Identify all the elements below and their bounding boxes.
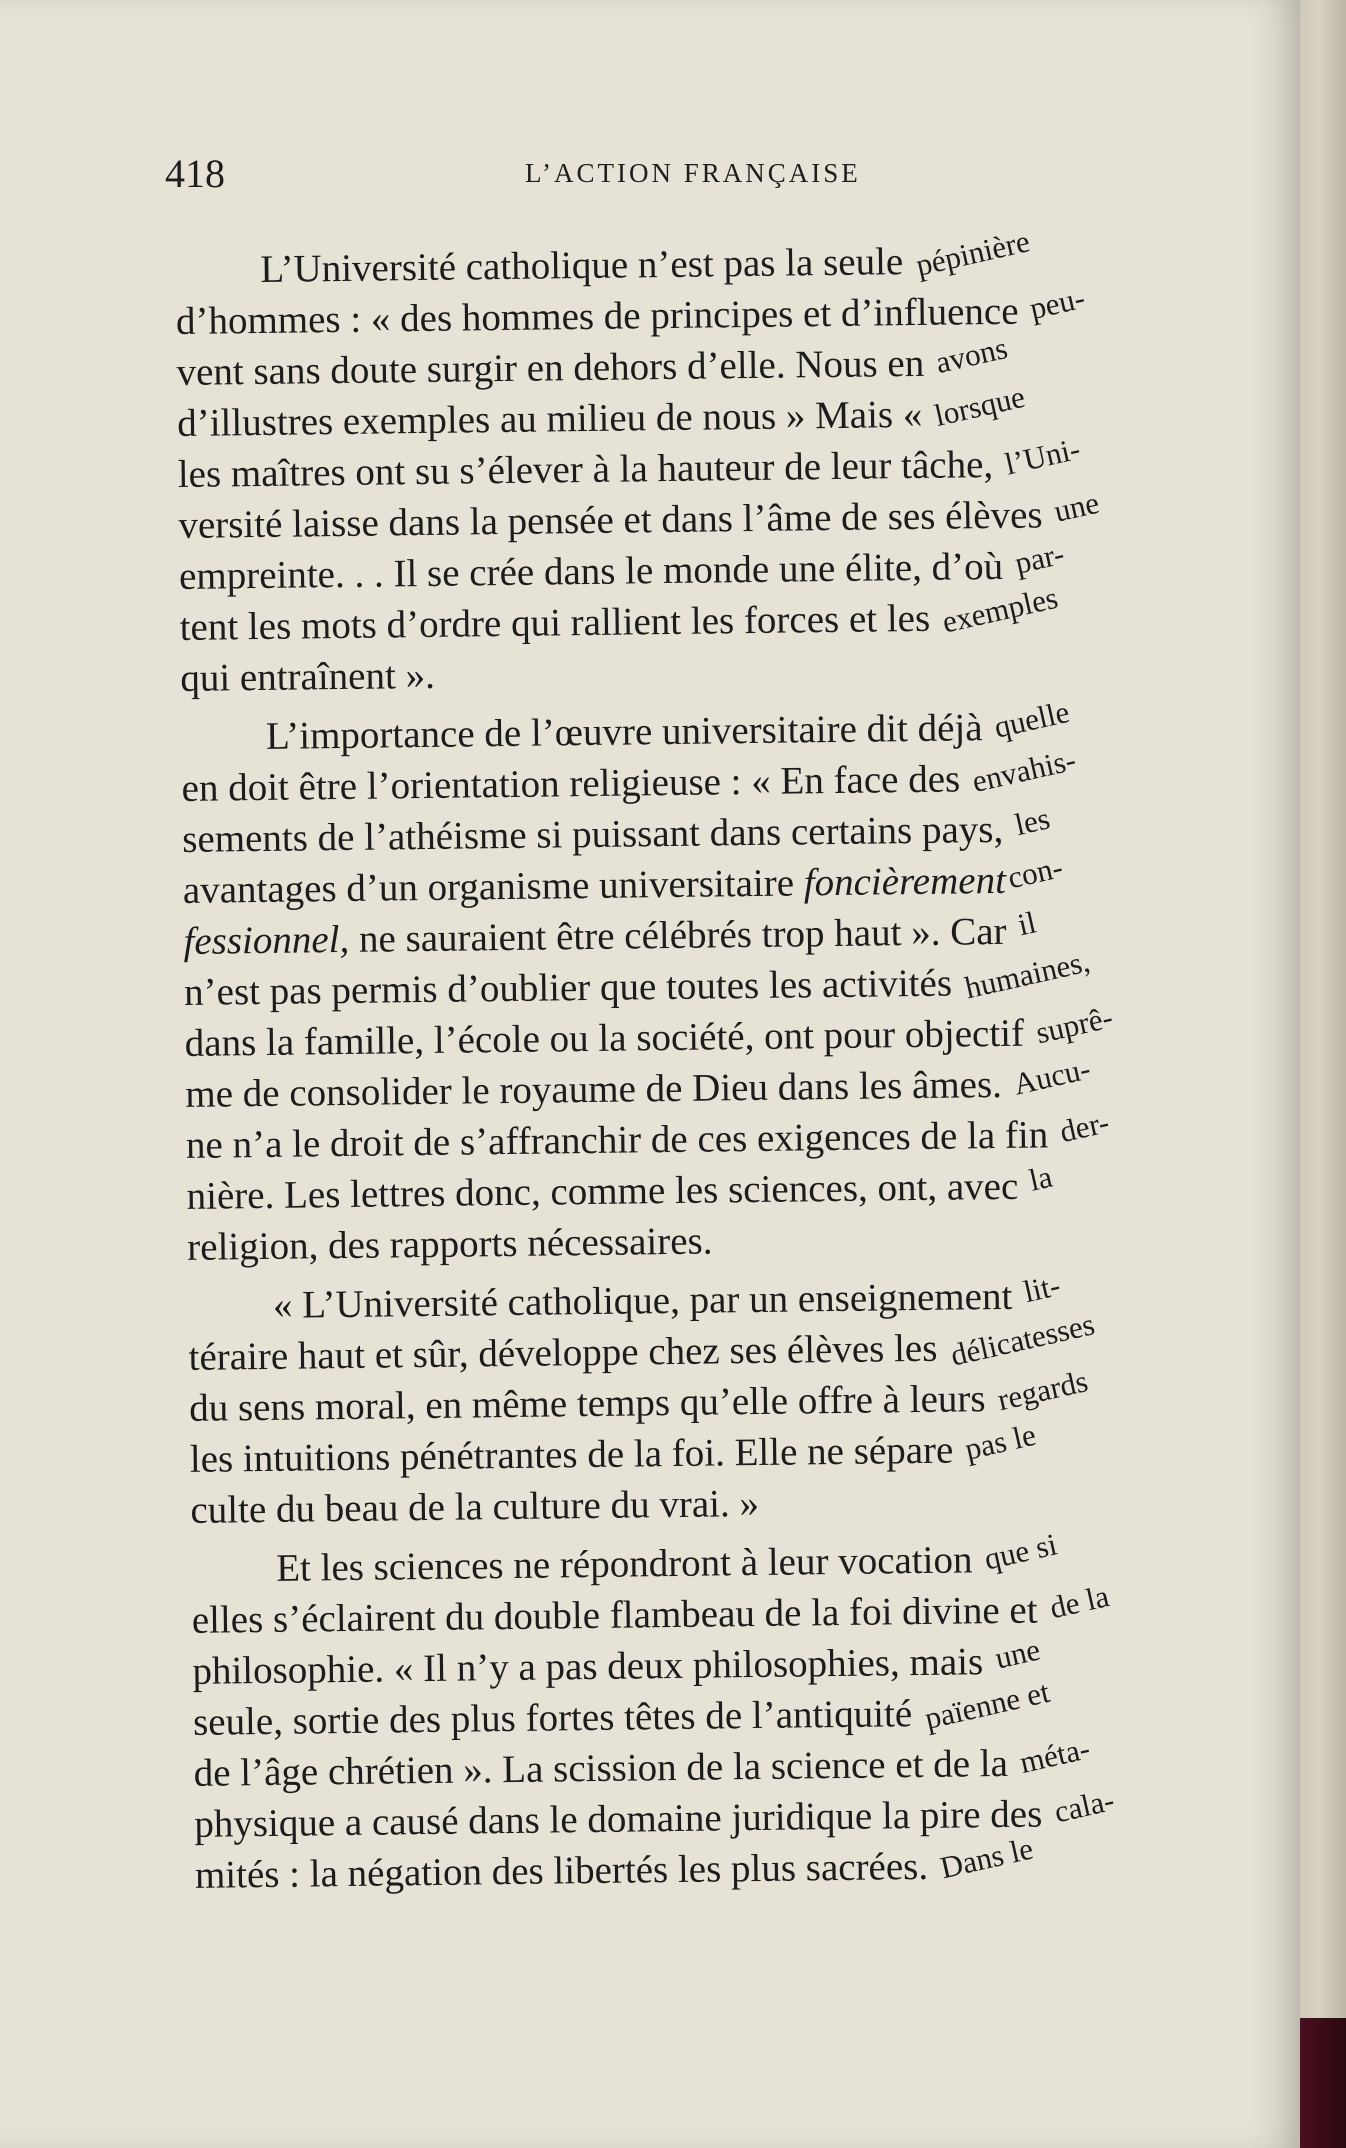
paragraph <box>175 223 1271 704</box>
line-text: du sens moral, en même temps qu’elle offre à leurs <box>188 1377 996 1430</box>
line-text: ne sauraient être célébrés trop haut ». Car <box>348 909 1017 961</box>
curved-edge-word: regards <box>994 1363 1092 1418</box>
page-edge-shadow <box>1300 2018 1346 2148</box>
line-text: seule, sortie des plus fortes têtes de l’antiquité <box>192 1691 923 1744</box>
body-text <box>175 223 1285 1901</box>
curved-edge-word: une <box>991 1631 1043 1676</box>
line-text: les maîtres ont su s’élever à la hauteur de leur tâche, <box>177 442 1004 496</box>
page-number: 418 <box>165 151 225 196</box>
line-text: L’Université catholique n’est pas la seule <box>260 239 914 291</box>
line-text: les intuitions pénétrantes de la foi. Elle ne sépare <box>189 1428 964 1481</box>
line-text: tent les mots d’ordre qui rallient les forces et les <box>179 596 941 649</box>
italic-text: fessionnel, <box>183 917 350 963</box>
line-text: d’hommes : « des hommes de principes et d’influence <box>175 289 1029 343</box>
paragraph <box>181 693 1278 1273</box>
curved-edge-word: avons <box>932 329 1012 381</box>
curved-edge-word: peu- <box>1026 279 1089 327</box>
line-text: nière. Les lettres donc, comme les sciences, ont, avec <box>186 1164 1029 1218</box>
curved-edge-word: exemples <box>939 579 1062 640</box>
line-text: philosophie. « Il n’y a pas deux philosophies, mais <box>192 1640 994 1693</box>
curved-edge-word: Aucu- <box>1010 1050 1094 1102</box>
page-header <box>165 150 935 210</box>
line-text: en doit être l’orientation religieuse : « En face des <box>181 757 971 810</box>
line-text: dans la famille, l’école ou la société, ont pour objectif <box>184 1011 1034 1065</box>
running-head: L’ACTION FRANÇAISE <box>525 158 861 188</box>
curved-edge-word: païenne et <box>921 1673 1053 1736</box>
line-text: religion, des rapports nécessaires. <box>186 1219 713 1269</box>
facing-page-edge <box>1300 0 1346 2148</box>
line-text: téraire haut et sûr, développe chez ses élèves les <box>188 1326 948 1379</box>
curved-edge-word: Dans le <box>936 1830 1037 1886</box>
curved-edge-word: de la <box>1045 1578 1112 1626</box>
curved-edge-word: méta- <box>1016 1730 1094 1780</box>
line-text: Et les sciences ne répondront à leur vocation <box>275 1538 983 1590</box>
line-text: culte du beau de la culture du vrai. » <box>190 1481 760 1532</box>
line-text: L’importance de l’œuvre universitaire dit déjà <box>265 706 993 758</box>
line-text: versité laisse dans la pensée et dans l’âme de ses élèves <box>178 493 1053 547</box>
curved-edge-word: délicatesses <box>946 1306 1098 1373</box>
curved-edge-word: lorsque <box>931 378 1028 434</box>
line-text: me de consolider le royaume de Dieu dans les âmes. <box>185 1062 1012 1116</box>
line-text: vent sans doute surgir en dehors d’elle. Nous en <box>176 341 935 394</box>
curved-edge-word: quelle <box>991 693 1073 745</box>
curved-edge-word: il <box>1014 904 1039 943</box>
curved-edge-word: les <box>1011 800 1053 843</box>
line-text: qui entraînent ». <box>180 653 436 700</box>
curved-edge-word: suprê- <box>1032 999 1116 1051</box>
curved-edge-word: pépinière <box>912 223 1033 283</box>
line-text: « L’Université catholique, par un enseignement <box>272 1274 1023 1327</box>
curved-edge-word: con- <box>1004 849 1066 896</box>
curved-edge-word: cala- <box>1050 1782 1118 1830</box>
curved-edge-word: lit- <box>1020 1267 1064 1310</box>
line-text: physique a causé dans le domaine juridique la pire des <box>194 1792 1053 1846</box>
line-text: sements de l’athéisme si puissant dans certains pays, <box>182 807 1014 861</box>
curved-edge-word: der- <box>1056 1104 1113 1150</box>
curved-edge-word: l’Uni- <box>1001 430 1084 482</box>
line-text: de l’âge chrétien ». La scission de la science et de la <box>193 1741 1018 1795</box>
paragraph <box>191 1526 1285 1901</box>
italic-text: foncièrement <box>803 858 1007 905</box>
curved-edge-word: pas le <box>961 1416 1040 1467</box>
curved-edge-word: une <box>1050 484 1103 529</box>
line-text: mités : la négation des libertés les plus sacrées. <box>194 1844 939 1897</box>
line-text: avantages d’un organisme universitaire <box>182 861 805 912</box>
line-text: n’est pas permis d’oublier que toutes les activités <box>183 961 962 1014</box>
curved-edge-word: que si <box>981 1526 1061 1577</box>
paragraph <box>188 1268 1281 1536</box>
line-text: d’illustres exemples au milieu de nous » Mais « <box>176 392 933 445</box>
line-text: ne n’a le droit de s’affranchir de ces exigences de la fin <box>185 1113 1059 1167</box>
curved-edge-word: envahis- <box>969 741 1080 799</box>
curved-edge-word: la <box>1026 1158 1056 1198</box>
line-text: empreinte. . . Il se crée dans le monde une élite, d’où <box>178 544 1014 598</box>
curved-edge-word: par- <box>1011 535 1068 581</box>
curved-edge-word: humaines, <box>961 943 1093 1006</box>
line-text: elles s’éclairent du double flambeau de la foi divine et <box>191 1588 1048 1642</box>
